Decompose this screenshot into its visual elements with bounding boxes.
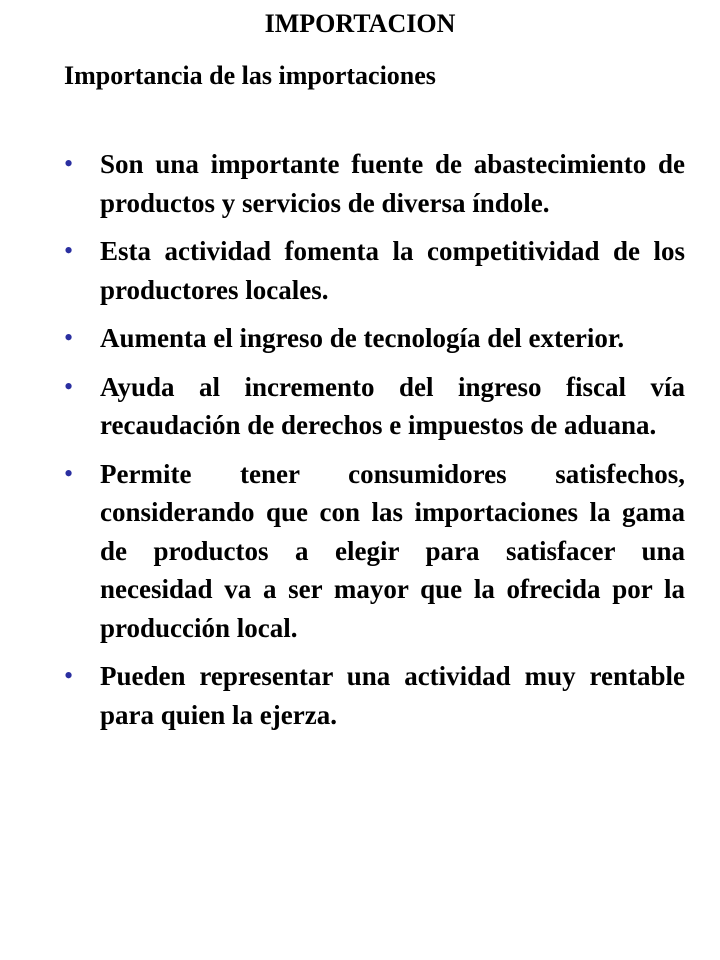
section-subtitle: Importancia de las importaciones: [64, 61, 436, 90]
bullet-dot-icon: •: [64, 323, 74, 352]
bullet-text: Ayuda al incremento del ingreso fiscal vía recaudación de derechos e impuestos de aduana.: [100, 371, 685, 440]
bullet-dot-icon: •: [64, 236, 74, 265]
bullet-item-5: [64, 455, 685, 648]
bullet-list: [0, 145, 720, 744]
bullet-text: Esta actividad fomenta la competitividad de los productores locales.: [100, 236, 685, 305]
bullet-dot-icon: •: [64, 149, 74, 178]
bullet-text: Aumenta el ingreso de tecnología del exterior.: [100, 323, 625, 353]
bullet-item-3: [64, 319, 685, 358]
page-title: IMPORTACION: [264, 9, 456, 38]
bullet-text: Son una importante fuente de abastecimiento de productos y servicios de diversa índole.: [100, 149, 685, 218]
bullet-dot-icon: •: [64, 661, 74, 690]
bullet-item-6: [64, 657, 685, 734]
bullet-dot-icon: •: [64, 458, 74, 488]
bullet-item-2: [64, 232, 685, 309]
bullet-text: Pueden representar una actividad muy rentable para quien la ejerza.: [100, 661, 685, 730]
bullet-item-1: [64, 145, 685, 222]
bullet-dot-icon: •: [64, 371, 74, 401]
bullet-item-4: [64, 368, 685, 445]
bullet-text: Permite tener consumidores satisfechos, considerando que con las importaciones la gama de productos a elegir para satisfacer una necesidad va a ser mayor que la ofrecida por la producción local.: [100, 458, 685, 643]
